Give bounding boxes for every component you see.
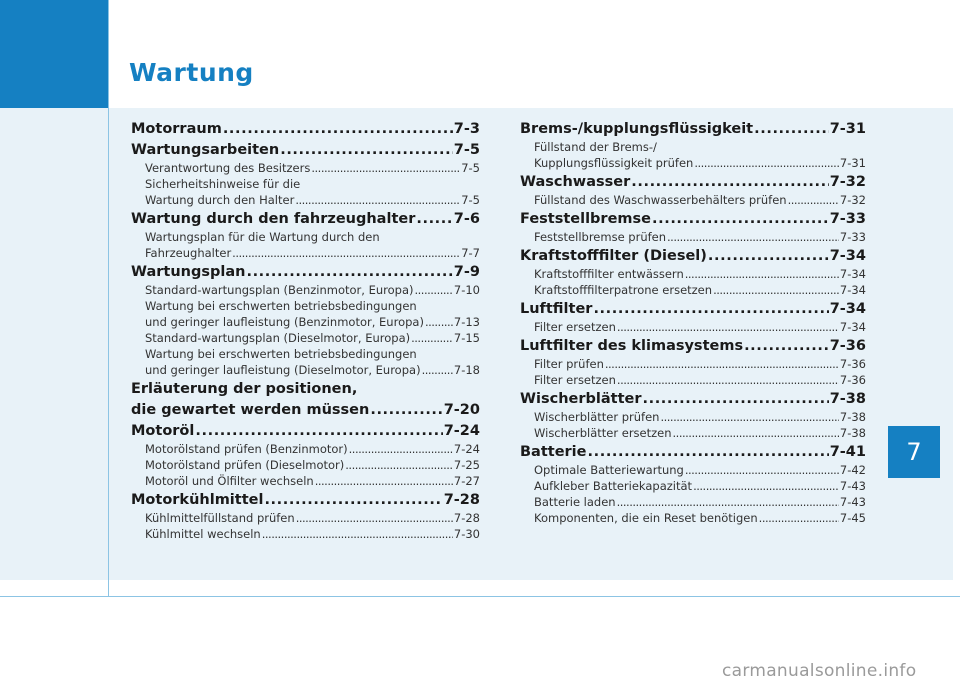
toc-dot-leader <box>416 210 452 229</box>
toc-subsection-entry[interactable] <box>520 462 866 478</box>
toc-dot-leader <box>708 247 829 266</box>
toc-entry-title: Feststellbremse <box>520 211 651 227</box>
divider-horizontal <box>0 596 960 597</box>
toc-entry-title: Standard-wartungsplan (Dieselmotor, Europa) <box>145 331 411 345</box>
toc-dot-leader <box>744 337 829 356</box>
toc-section-entry[interactable] <box>520 210 866 229</box>
toc-page-number: 7-27 <box>453 474 480 488</box>
toc-section-entry[interactable] <box>520 300 866 319</box>
toc-entry-title: Optimale Batteriewartung <box>534 463 684 477</box>
toc-page-number: 7-10 <box>453 283 480 297</box>
toc-page-number: 7-38 <box>839 410 866 424</box>
toc-subsection-entry[interactable] <box>131 245 480 261</box>
toc-section-entry[interactable] <box>520 443 866 462</box>
toc-page-number: 7-18 <box>453 363 480 377</box>
chapter-tab[interactable]: 7 <box>888 426 940 478</box>
toc-entry-title: Luftfilter <box>520 301 593 317</box>
toc-section-entry[interactable] <box>131 422 480 441</box>
toc-text-line: Erläuterung der positionen, <box>131 381 358 397</box>
toc-page-number: 7-5 <box>461 161 480 175</box>
toc-subsection-entry[interactable] <box>131 473 480 489</box>
toc-subsection-entry[interactable] <box>520 425 866 441</box>
toc-subsection-entry[interactable] <box>520 266 866 282</box>
toc-subsection-entry[interactable] <box>520 409 866 425</box>
toc-page-number: 7-5 <box>461 193 480 207</box>
toc-page-number: 7-36 <box>829 338 866 354</box>
toc-page-number: 7-34 <box>829 248 866 264</box>
toc-text-line: Sicherheitshinweise für die <box>145 177 301 191</box>
toc-entry-title: Kraftstofffilter (Diesel) <box>520 248 707 264</box>
toc-section-entry[interactable] <box>131 210 480 229</box>
toc-dot-leader <box>425 314 453 330</box>
toc-subsection-entry[interactable] <box>131 192 480 208</box>
toc-dot-leader <box>605 356 839 372</box>
toc-dot-leader <box>415 282 453 298</box>
toc-subsection-entry[interactable] <box>131 282 480 298</box>
toc-section-entry[interactable] <box>520 337 866 356</box>
toc-page-number: 7-5 <box>453 142 480 158</box>
toc-dot-leader <box>642 390 828 409</box>
toc-page-number: 7-3 <box>453 121 480 137</box>
toc-dot-leader <box>232 245 460 261</box>
toc-page-number: 7-34 <box>839 283 866 297</box>
toc-page-number: 7-43 <box>839 495 866 509</box>
toc-page-number: 7-31 <box>829 121 866 137</box>
toc-section-entry[interactable] <box>520 247 866 266</box>
toc-text-line: Wartung bei erschwerten betriebsbedingungen <box>145 347 417 361</box>
toc-entry-title: Motorölstand prüfen (Benzinmotor) <box>145 442 348 456</box>
toc-page-number: 7-34 <box>839 320 866 334</box>
toc-section-entry[interactable] <box>131 401 480 420</box>
toc-entry-title: Wartung durch den Halter <box>145 193 295 207</box>
toc-dot-leader <box>754 120 829 139</box>
toc-section-entry[interactable] <box>131 263 480 282</box>
toc-dot-leader <box>788 192 839 208</box>
toc-page-number: 7-25 <box>453 458 480 472</box>
toc-entry-title: Wischerblätter ersetzen <box>534 426 672 440</box>
toc-subsection-entry[interactable] <box>520 319 866 335</box>
toc-page-number: 7-36 <box>839 357 866 371</box>
toc-dot-leader <box>693 478 839 494</box>
toc-subsection-entry[interactable] <box>131 314 480 330</box>
toc-entry-title: Wartungsplan <box>131 264 246 280</box>
toc-page-number: 7-31 <box>839 156 866 170</box>
toc-entry-title: Motorkühlmittel <box>131 492 264 508</box>
toc-dot-leader <box>660 409 838 425</box>
header <box>108 0 960 108</box>
toc-page-number: 7-20 <box>443 402 480 418</box>
toc-entry-title: Luftfilter des klimasystems <box>520 338 744 354</box>
toc-dot-leader <box>295 192 460 208</box>
toc-entry-title: Motoröl und Ölfilter wechseln <box>145 474 314 488</box>
toc-text-line: Wartungsplan für die Wartung durch den <box>145 230 380 244</box>
toc-dot-leader <box>296 510 453 526</box>
toc-entry-title: Kühlmittel wechseln <box>145 527 261 541</box>
toc-page-number: 7-15 <box>453 331 480 345</box>
toc-entry-title: Batterie laden <box>534 495 616 509</box>
toc-dot-leader <box>588 443 829 462</box>
toc-entry-title: und geringer laufleistung (Benzinmotor, Europa) <box>145 315 424 329</box>
toc-entry-title: Fahrzeughalter <box>145 246 232 260</box>
toc-entry-title: Filter prüfen <box>534 357 604 371</box>
toc-page-number: 7-41 <box>829 444 866 460</box>
toc-entry-title: Standard-wartungsplan (Benzinmotor, Europa) <box>145 283 414 297</box>
toc-entry-title: Waschwasser <box>520 174 631 190</box>
toc-page-number: 7-34 <box>829 301 866 317</box>
toc-subsection-entry[interactable] <box>131 526 480 542</box>
toc-entry-title: Verantwortung des Besitzers <box>145 161 311 175</box>
toc-page-number: 7-33 <box>829 211 866 227</box>
toc-subsection-entry[interactable] <box>520 192 866 208</box>
toc-entry-title: Filter ersetzen <box>534 320 616 334</box>
toc-page-number: 7-9 <box>453 264 480 280</box>
toc-subsection-entry[interactable] <box>520 478 866 494</box>
toc-entry-title: Motoröl <box>131 423 195 439</box>
toc-subsection-entry[interactable] <box>520 372 866 388</box>
toc-dot-leader <box>685 462 839 478</box>
toc-dot-leader <box>617 494 839 510</box>
toc-dot-leader <box>264 491 442 510</box>
toc-page-number: 7-7 <box>461 246 480 260</box>
toc-entry-title: Filter ersetzen <box>534 373 616 387</box>
toc-page-number: 7-38 <box>829 391 866 407</box>
toc-dot-leader <box>246 263 452 282</box>
toc-column-left <box>131 118 480 542</box>
toc-dot-leader <box>223 120 453 139</box>
left-margin <box>0 108 108 580</box>
toc-subsection-entry[interactable] <box>131 510 480 526</box>
toc-entry-title: Kupplungsflüssigkeit prüfen <box>534 156 694 170</box>
toc-dot-leader <box>349 441 453 457</box>
toc-page-number: 7-32 <box>829 174 866 190</box>
toc-entry-title: Wischerblätter <box>520 391 642 407</box>
toc-dot-leader <box>694 155 839 171</box>
toc-dot-leader <box>673 425 839 441</box>
toc-dot-leader <box>713 282 839 298</box>
toc-entry-title: Aufkleber Batteriekapazität <box>534 479 693 493</box>
toc-page-number: 7-42 <box>839 463 866 477</box>
toc-section-entry[interactable] <box>520 173 866 192</box>
toc-entry-title: Brems-/kupplungsflüssigkeit <box>520 121 754 137</box>
toc-page-number: 7-24 <box>443 423 480 439</box>
toc-dot-leader <box>652 210 829 229</box>
toc-entry-title: Feststellbremse prüfen <box>534 230 667 244</box>
toc-section-entry[interactable] <box>520 390 866 409</box>
toc-dot-leader <box>667 229 839 245</box>
toc-dot-leader <box>311 160 460 176</box>
toc-dot-leader <box>262 526 453 542</box>
toc-dot-leader <box>759 510 839 526</box>
toc-entry-title: Motorölstand prüfen (Dieselmotor) <box>145 458 345 472</box>
toc-page-number: 7-34 <box>839 267 866 281</box>
toc-entry-title: Wartungsarbeiten <box>131 142 280 158</box>
toc-page-number: 7-28 <box>453 511 480 525</box>
toc-entry-title: Kraftstofffilter entwässern <box>534 267 684 281</box>
toc-dot-leader <box>411 330 453 346</box>
toc-page-number: 7-13 <box>453 315 480 329</box>
toc-dot-leader <box>195 422 442 441</box>
toc-page-number: 7-45 <box>839 511 866 525</box>
toc-entry-title: Füllstand des Waschwasserbehälters prüfen <box>534 193 787 207</box>
watermark: carmanualsonline.info <box>722 661 917 681</box>
toc-entry-title: Kühlmittelfüllstand prüfen <box>145 511 295 525</box>
toc-subsection-entry[interactable] <box>131 362 480 378</box>
toc-subsection-entry[interactable] <box>131 330 480 346</box>
toc-subsection-entry[interactable] <box>131 160 480 176</box>
toc-entry-title: Kraftstofffilterpatrone ersetzen <box>534 283 713 297</box>
divider-vertical <box>108 0 109 597</box>
toc-section-entry[interactable] <box>131 120 480 139</box>
toc-subsection-entry[interactable] <box>131 441 480 457</box>
corner-block <box>0 0 108 108</box>
toc-dot-leader <box>422 362 453 378</box>
toc-entry-title: und geringer laufleistung (Dieselmotor, Europa) <box>145 363 421 377</box>
toc-section-entry[interactable] <box>131 491 480 510</box>
toc-subsection-entry[interactable] <box>520 229 866 245</box>
toc-text-line: Füllstand der Brems-/ <box>534 140 657 154</box>
toc-page-number: 7-30 <box>453 527 480 541</box>
toc-section-entry[interactable] <box>131 141 480 160</box>
toc-dot-leader <box>345 457 453 473</box>
toc-page-number: 7-6 <box>453 211 480 227</box>
toc-page-number: 7-24 <box>453 442 480 456</box>
toc-dot-leader <box>370 401 442 420</box>
toc-dot-leader <box>315 473 453 489</box>
toc-subsection-entry[interactable] <box>131 457 480 473</box>
toc-entry-title: die gewartet werden müssen <box>131 402 370 418</box>
toc-page-number: 7-36 <box>839 373 866 387</box>
toc-entry-title: Batterie <box>520 444 587 460</box>
toc-subsection-entry[interactable] <box>520 155 866 171</box>
toc-entry-title: Wischerblätter prüfen <box>534 410 660 424</box>
toc-dot-leader <box>631 173 828 192</box>
toc-entry-title: Komponenten, die ein Reset benötigen <box>534 511 758 525</box>
toc-subsection-entry[interactable] <box>520 282 866 298</box>
toc-page-number: 7-43 <box>839 479 866 493</box>
toc-text-line: Wartung bei erschwerten betriebsbedingungen <box>145 299 417 313</box>
toc-dot-leader <box>280 141 453 160</box>
toc-entry-title: Motorraum <box>131 121 222 137</box>
toc-column-right <box>520 118 866 526</box>
toc-page-number: 7-28 <box>443 492 480 508</box>
page-title: Wartung <box>129 58 254 87</box>
toc-entry-title: Wartung durch den fahrzeughalter <box>131 211 416 227</box>
toc-page-number: 7-32 <box>839 193 866 207</box>
toc-dot-leader <box>685 266 839 282</box>
toc-section-entry[interactable] <box>520 120 866 139</box>
toc-subsection-entry[interactable] <box>520 510 866 526</box>
toc-dot-leader <box>593 300 828 319</box>
toc-subsection-entry[interactable] <box>520 356 866 372</box>
toc-page-number: 7-33 <box>839 230 866 244</box>
toc-dot-leader <box>617 319 839 335</box>
toc-subsection-entry[interactable] <box>520 494 866 510</box>
toc-dot-leader <box>617 372 839 388</box>
toc-page-number: 7-38 <box>839 426 866 440</box>
